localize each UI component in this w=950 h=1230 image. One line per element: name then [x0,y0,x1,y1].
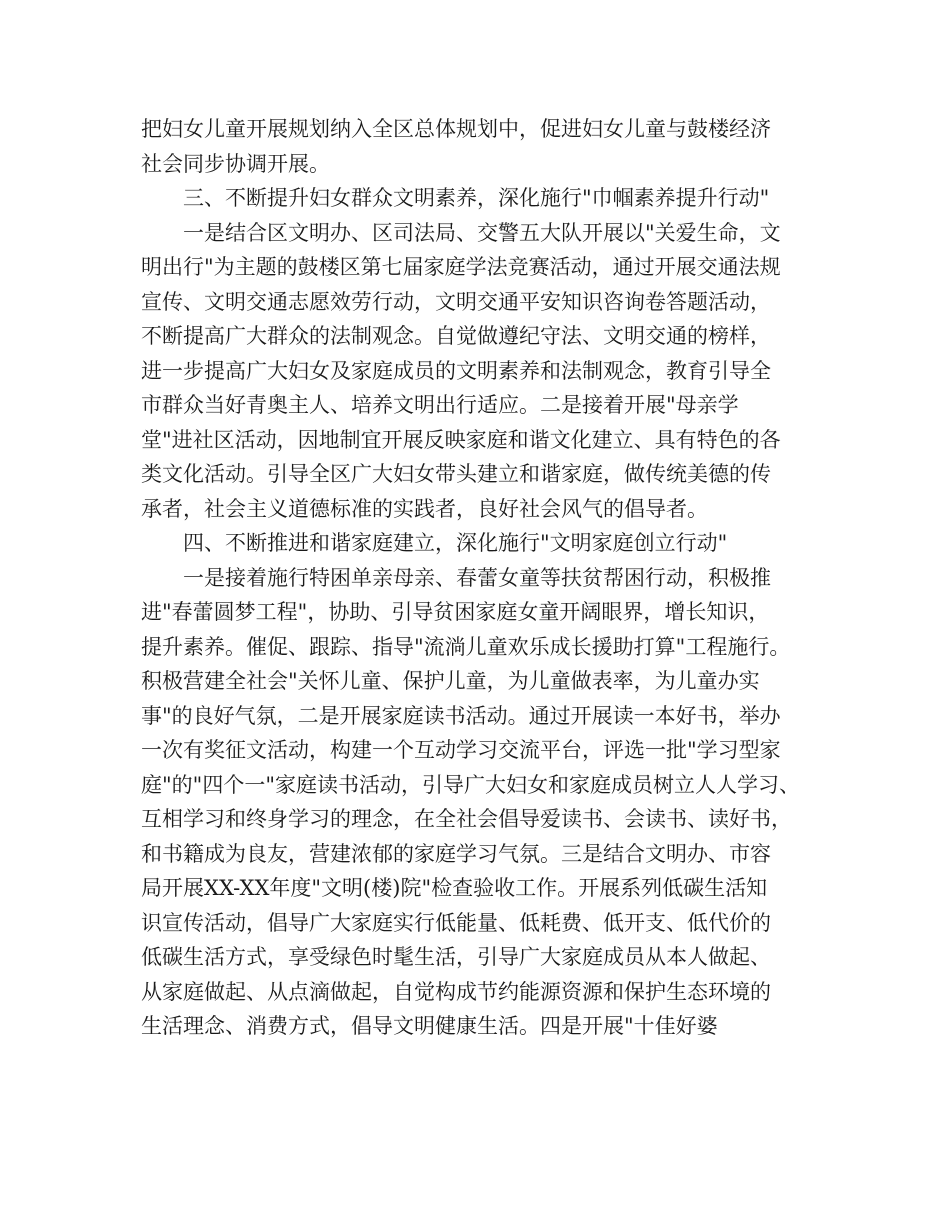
body-line: 一是接着施行特困单亲母亲、春蕾女童等扶贫帮困行动，积极推 [183,565,771,590]
body-line: 不断提高广大群众的法制观念。自觉做遵纪守法、文明交通的榜样， [141,324,771,348]
body-line: 一次有奖征文活动，构建一个互动学习交流平台，评选一批"学习型家 [141,738,781,762]
body-line: 积极营建全社会"关怀儿童、保护儿童，为儿童做表率，为儿童办实 [141,669,760,693]
body-line: 把妇女儿童开展规划纳入全区总体规划中，促进妇女儿童与鼓楼经济 [141,117,771,141]
document-body [141,112,831,1044]
body-line: 明出行"为主题的鼓楼区第七届家庭学法竞赛活动，通过开展交通法规 [141,255,781,279]
body-line: 从家庭做起、从点滴做起，自觉构成节约能源资源和保护生态环境的 [141,979,771,1004]
body-line: 承者，社会主义道德标准的实践者，良好社会风气的倡导者。 [141,496,708,521]
body-line: 互相学习和终身学习的理念，在全社会倡导爱读书、会读书、读好书， [141,807,792,831]
body-line: 和书籍成为良友，营建浓郁的家庭学习气氛。三是结合文明办、市容 [141,841,771,866]
section-heading-3: 三、不断提升妇女群众文明素养，深化施行"巾帼素养提升行动" [183,186,770,210]
body-line: 类文化活动。引导全区广大妇女带头建立和谐家庭，做传统美德的传 [141,462,771,486]
body-line: 识宣传活动，倡导广大家庭实行低能量、低耗费、低开支、低代价的 [141,910,771,935]
body-line: 庭"的"四个一"家庭读书活动，引导广大妇女和家庭成员树立人人学习、 [141,772,800,797]
body-line: 事"的良好气氛，二是开展家庭读书活动。通过开展读一本好书，举办 [141,703,781,728]
body-line: 低碳生活方式，享受绿色时髦生活，引导广大家庭成员从本人做起、 [141,945,771,969]
body-line: 局开展XX-XX年度"文明(楼)院"检查验收工作。开展系列低碳生活知 [141,876,768,900]
body-line: 提升素养。催促、跟踪、指导"流淌儿童欢乐成长援助打算"工程施行。 [141,634,791,659]
body-line: 生活理念、消费方式，倡导文明健康生活。四是开展"十佳好婆 [141,1014,718,1038]
section-heading-4: 四、不断推进和谐家庭建立，深化施行"文明家庭创立行动" [183,531,728,555]
body-line: 进一步提高广大妇女及家庭成员的文明素养和法制观念，教育引导全 [141,358,771,383]
body-line: 宣传、文明交通志愿效劳行动，文明交通平安知识咨询卷答题活动， [141,289,771,314]
body-line: 堂"进社区活动，因地制宜开展反映家庭和谐文化建立、具有特色的各 [141,427,781,452]
body-line: 进"春蕾圆梦工程"，协助、引导贫困家庭女童开阔眼界，增长知识， [141,600,770,624]
body-line: 市群众当好青奥主人、培养文明出行适应。二是接着开展"母亲学 [141,393,739,417]
body-line: 一是结合区文明办、区司法局、交警五大队开展以"关爱生命，文 [183,220,781,245]
body-line: 社会同步协调开展。 [141,151,330,176]
